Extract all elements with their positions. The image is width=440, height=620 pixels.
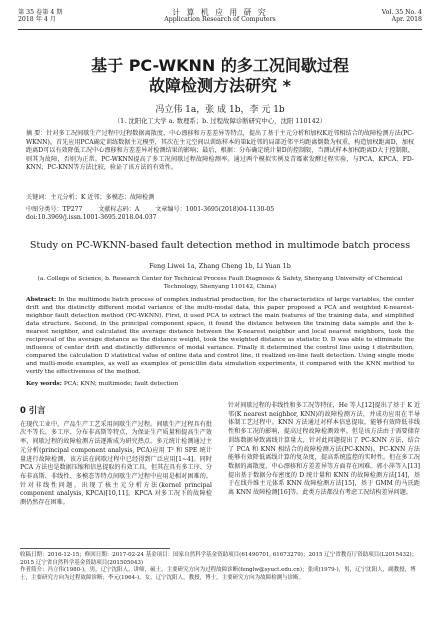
date-en: Apr. 2018 (391, 16, 422, 24)
title-cn (0, 56, 440, 96)
footnote-divider (20, 548, 170, 549)
abstract-en (26, 296, 414, 376)
document-code: 文献标志码：A (98, 206, 140, 213)
abstract-en-label: Abstract: (26, 296, 57, 303)
volume-en: Vol. 35 No. 4 (381, 9, 422, 16)
keywords-en (26, 380, 414, 387)
keywords-cn: 关键词：主元分析；K 近邻；多模态；故障检测 (26, 194, 155, 201)
affiliation-cn: （1. 沈阳化工大学 a. 数理系；b. 过程故障诊断研究中心，沈阳 110142） (113, 117, 327, 125)
footnote (20, 552, 420, 582)
running-header (18, 7, 422, 30)
clc-number: 中图分类号：TP277 (26, 206, 83, 213)
doi-row (26, 214, 414, 221)
footnote-funding: 收稿日期：2016-12-15；修回日期：2017-02-24 基金项目：国家自然科学基金资助项目(61490701, 61673279)；2015 辽宁省教育厅资助项目(L2015432)；2015 辽宁省自然科学基金资助项目(201505043) (20, 552, 418, 566)
article-number: 文章编号：1001-3695(2018)04-1130-05 (155, 206, 275, 213)
title-cn-line2: 故障检测方法研究 * (149, 76, 291, 95)
keywords-en-text: PCA; KNN; multimode; fault detection (63, 381, 179, 387)
authors-cn: 冯立伟 1a，张 成 1b，李 元 1b (155, 105, 285, 115)
header-center (18, 9, 422, 24)
intro-paragraph-left: 在现代工业中，产品生产工艺采用间歇生产过程。间歇生产过程具有批次不等长、多工序、分布非高斯等特点，为保证生产质量和提高生产效率，间歇过程的故障检测方法逐渐成为研究热点。多元统计检测通过主元分析(principal component analysis, PCA)应用 T² 和 SPE 统计量进行故障检测，该方法在间歇过程中已经得到广泛应用[1~4]。同时 PCA 方法也是数据压缩和信息提取的有效工具，但其在具有多工序、分布非高斯、非线性、多模态等特点间歇生产过程中应用是相对困难的。针对非线性问题，出现了核主元分析方法(kernel principal component analysis, KPCA)[10,11]。KPCA 对多工况下的故障检测仍然存在困难。 (20, 420, 212, 507)
journal-name-en: Application Research of Computers (164, 16, 276, 24)
header-right (382, 9, 422, 24)
date-cn: 2018 年 4 月 (18, 16, 56, 24)
body-column-right (228, 402, 420, 498)
body-column-left (20, 402, 212, 508)
title-cn-line1: 基于 PC-WKNN 的多工况间歇过程 (91, 56, 349, 75)
journal-name-cn: 计 算 机 应 用 研 究 (172, 8, 268, 17)
keywords-en-label: Key words: (26, 380, 62, 387)
abstract-cn: 摘 要：针对多工况间歇生产过程中过程数据离散度、中心漂移和方差差异等特点，提出了基于主元分析和加权K近邻相结合的故障检测方法(PC-WKNN)。首先应用PCA确定训练数据主元模型，其次在主元空间以训练样本的第k近邻的局部近邻平均距离倒数为权重，构造加权距离D，加权距离D可以有效降低工况中心漂移和方差差异对检测结果的影响；最后，根据：分布确定统计量D的控制限，当测试样本加权距离D大于控制限，则其为故障，否则为正常。PC-WKNN提高了多工况间歇过程故障检测率。通过两个模拟实例及青霉素发酵过程实验，与PCA、KPCA、FD-KNN、PC-KNN等方法比较，验证了该方法的有效性。 (26, 130, 414, 172)
affiliation-en: (a. College of Science, b. Research Center for Technical Process Fault Diagnosis & Safety, Shenyang University of Chemical Technology, Shenyang 110142, China) (37, 276, 403, 290)
doi: doi:10.3969/j.issn.1001-3695.2018.04.037 (26, 214, 157, 221)
footnote-authors: 作者简介：冯立伟(1980-)，男，辽宁沈阳人，讲师，硕士，主要研究方向为过程故障诊断(fenglw@syuct.edu.cn)；张成(1979-)，男，辽宁沈阳人，副教授，博士，主要研究方向为过程故障诊断；李元(1964-)，女，辽宁沈阳人，教授，博士，主要研究方向为故障检测与诊断。 (20, 567, 416, 581)
volume-cn: 第 35 卷第 4 期 (18, 9, 63, 16)
intro-paragraph-right: 针对间歇过程的非线性和多工况等特征，He 等人[12]提出了基于 K 近邻(K nearest neighbor, KNN)的故障检测方法，并成功应用在半导体制工艺过程中。KNN 方法通过对样本信息提取，能够有效降低非线性和多工况的影响，提高过程故障检测效率。但是该方法由于需要储存训练数据导致离线计算量大，针对此问题提出了 PC-KNN 方法，结合了 PCA 和 KNN 相结合的故障检测方法(PC-KNN)。PC-KNN 方法能够有效降低离线计算的复杂度，提高系统监控的实时性。但在多工况数据的离散度、中心漂移和方差差异等方面存在困难。郭小萍等人[13]提出基于数据分布密度的 D 统计量和 KNN 的故障检测方法[14]，基于在线升维主元体系 KNN 故障检测方法[15]，基于 GMM 的马氏距离 KNN 故障检测[16]等。此类方法都没有考虑工况结构差异问题。 (228, 402, 420, 497)
authors-en: Feng Liwei 1a, Zhang Cheng 1b, Li Yuan 1b (149, 262, 291, 270)
section-heading-introduction: 0 引言 (20, 405, 46, 415)
abstract-en-text: In the multimode batch process of complex industrial production, for the characteristics of large variables, the center drift and the distinctly different modal variance of the multi-modal data, this paper proposed a PCA and weighted K-nearest-neighbor fault detection method (PC-WKNN). First, it used PCA to extract the main features of the training data, and simplified data structure. Second, in the principal component space, it found the distance between the training data sample and the k-nearest neighbor, and calculated the average distance between the K-nearest neighbor and local nearest neighbors, took the reciprocal of the average distance as the distance weight, took the weighted distance as statistic D. D was able to eliminate the influence of center drift and distinctly difference of modal variance. Finally it determined the control line using t distribution, compared the calculation D statistical value of online data and control line, it realized on-line fault detection. Using single mode and multi-mode examples, as well as examples of penicillin data simulation experiments, it compared with the KNN method to verify the effectiveness of the method. (26, 297, 414, 375)
title-en: Study on PC-WKNN-based fault detection method in multimode batch process (29, 240, 411, 251)
classification-row (26, 204, 414, 213)
